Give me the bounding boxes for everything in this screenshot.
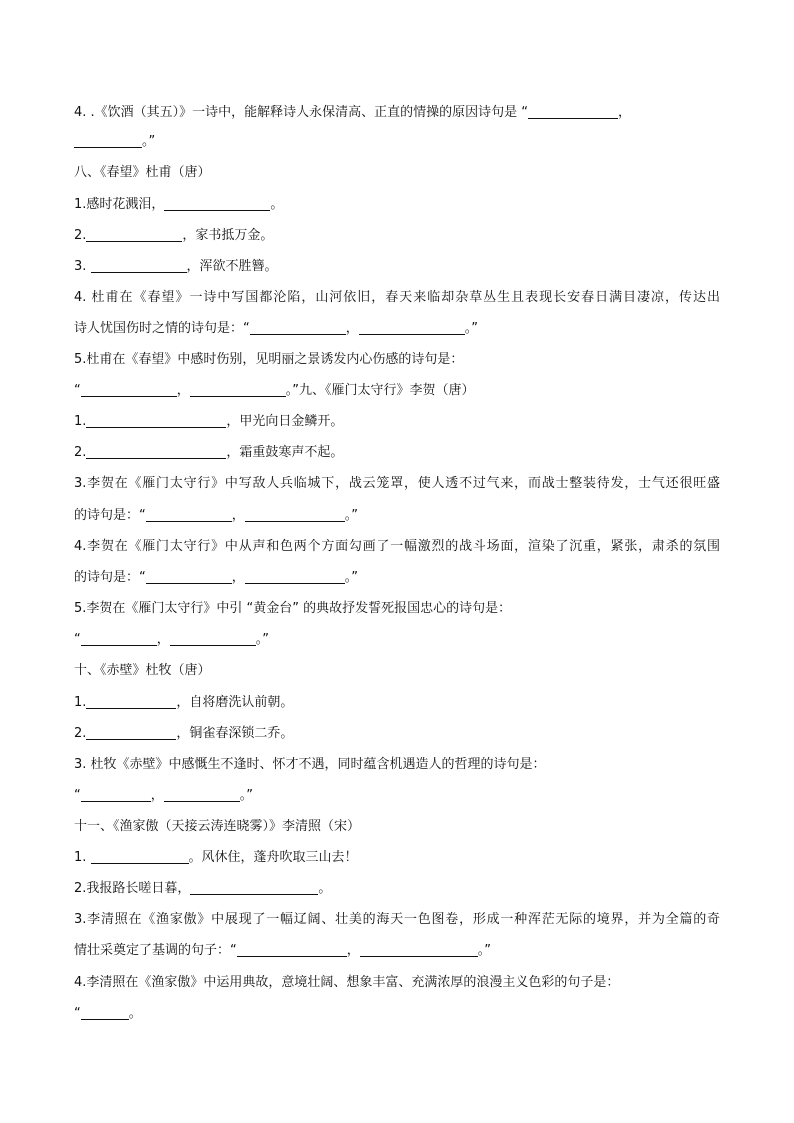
question-line [74, 630, 720, 650]
text-segment: ，浑欲不胜簪。 [186, 259, 278, 274]
fill-blank[interactable] [86, 694, 176, 709]
question-line [74, 195, 720, 215]
text-segment: ， [346, 943, 360, 958]
fill-blank[interactable] [190, 382, 286, 397]
fill-blank[interactable] [360, 942, 478, 957]
text-segment: ， [231, 570, 245, 585]
text-segment: 2. [74, 726, 87, 741]
text-segment: 3. 杜牧《赤壁》中感慨生不逢时、怀才不遇，同时蕴含机遇造人的哲理的诗句是： [74, 757, 546, 772]
fill-blank[interactable] [237, 942, 347, 957]
fill-blank[interactable] [164, 196, 270, 211]
text-segment: ， [618, 105, 632, 120]
text-segment: 。 [270, 197, 284, 212]
question-line [74, 848, 720, 868]
question-line [74, 226, 720, 246]
text-segment: 2. [74, 228, 87, 243]
text-segment: 八、《春望》杜甫（唐） [74, 165, 211, 180]
question-line [74, 786, 720, 806]
section-heading [74, 163, 720, 183]
text-segment: 2.我报路长嗟日暮， [74, 881, 191, 896]
text-segment: 十、《赤壁》杜牧（唐） [74, 663, 211, 678]
question-line [74, 103, 720, 123]
question-line [74, 724, 720, 744]
fill-blank[interactable] [86, 227, 182, 242]
text-segment: 4. 杜甫在《春望》一诗中写国都沦陷，山河依旧，春天来临却杂草丛生且表现长安春日满目凄凉，传达出 [74, 290, 720, 305]
fill-blank[interactable] [86, 725, 176, 740]
fill-blank[interactable] [91, 258, 187, 273]
fill-blank[interactable] [359, 320, 465, 335]
fill-blank[interactable] [81, 631, 157, 646]
question-line [74, 443, 720, 463]
text-segment: “ [74, 788, 81, 803]
question-line [74, 755, 720, 775]
fill-blank[interactable] [86, 444, 226, 459]
question-line [74, 568, 720, 588]
text-segment: 4.李清照在《渔家傲》中运用典故，意境壮阔、想象丰富、充满浓厚的浪漫主义色彩的句子是： [74, 975, 620, 990]
text-segment: 。风休住，蓬舟吹取三山去！ [188, 850, 358, 865]
text-segment: 1. [74, 414, 87, 429]
text-segment: “ [74, 383, 81, 398]
text-segment: ，铜雀春深锁二乔。 [176, 726, 294, 741]
text-segment: 5.李贺在《雁门太守行》中引 “黄金台” 的典故抒发誓死报国忠心的诗句是： [74, 601, 512, 616]
text-segment: 1. [74, 850, 91, 865]
text-segment: 3.李贺在《雁门太守行》中写敌人兵临城下，战云笼罩，使人透不过气来，而战士整装待发，士气还很旺盛 [74, 476, 720, 491]
question-line [74, 1004, 720, 1024]
text-segment: 。” [142, 134, 156, 149]
fill-blank[interactable] [86, 413, 226, 428]
text-segment: 。”九、《雁门太守行》李贺（唐） [285, 383, 475, 398]
question-line [74, 910, 720, 930]
text-segment: 4. .《饮酒（其五）》一诗中，能解释诗人永保清高、正直的情操的原因诗句是 “ [74, 105, 529, 120]
text-segment: ，自将磨洗认前朝。 [176, 695, 294, 710]
text-segment: 3.李清照在《渔家傲》中展现了一幅辽阔、壮美的海天一色图卷，形成一种浑茫无际的境界，并为全篇的奇 [74, 912, 720, 927]
text-segment: 。” [344, 508, 359, 523]
question-line [74, 474, 720, 494]
fill-blank[interactable] [81, 1005, 129, 1020]
question-line [74, 381, 720, 401]
text-segment: ， [231, 508, 245, 523]
question-line [74, 599, 720, 619]
text-segment: 2. [74, 445, 87, 460]
fill-blank[interactable] [245, 569, 345, 584]
question-line [74, 973, 720, 993]
text-segment: ，霜重鼓寒声不起。 [226, 445, 344, 460]
fill-blank[interactable] [164, 787, 240, 802]
text-segment: 的诗句是：“ [74, 570, 146, 585]
question-line [74, 412, 720, 432]
text-segment: 诗人忧国伤时之情的诗句是：“ [74, 321, 250, 336]
text-segment: 1. [74, 695, 87, 710]
text-segment: ， [345, 321, 359, 336]
text-segment: 的诗句是：“ [74, 508, 146, 523]
text-segment: 5.杜甫在《春望》中感时伤别，见明丽之景诱发内心伤感的诗句是： [74, 352, 464, 367]
fill-blank[interactable] [74, 133, 142, 148]
fill-blank[interactable] [146, 569, 232, 584]
question-line [74, 132, 720, 152]
text-segment: 。 [318, 881, 332, 896]
text-segment: 。” [239, 788, 254, 803]
section-heading [74, 817, 720, 837]
fill-blank[interactable] [190, 880, 318, 895]
question-line [74, 319, 720, 339]
text-segment: 1.感时花溅泪， [74, 197, 165, 212]
text-segment: ，家书抵万金。 [182, 228, 274, 243]
text-segment: ，甲光向日金鳞开。 [226, 414, 344, 429]
text-segment: 。” [464, 321, 479, 336]
question-line [74, 350, 720, 370]
fill-blank[interactable] [170, 631, 256, 646]
question-line [74, 257, 720, 277]
question-line [74, 693, 720, 713]
text-segment: 。” [344, 570, 359, 585]
text-segment: 4.李贺在《雁门太守行》中从声和色两个方面勾画了一幅激烈的战斗场面，渲染了沉重，紧张，肃杀的氛围 [74, 539, 720, 554]
text-segment: 十一、《渔家傲（天接云涛连晓雾）》李清照（宋） [74, 819, 361, 834]
text-segment: 。 [128, 1006, 142, 1021]
text-segment: “ [74, 632, 81, 647]
text-segment: “ [74, 1006, 81, 1021]
fill-blank[interactable] [146, 507, 232, 522]
fill-blank[interactable] [81, 787, 151, 802]
text-segment: 3. [74, 259, 91, 274]
text-segment: ， [176, 383, 190, 398]
fill-blank[interactable] [528, 104, 618, 119]
question-line [74, 941, 720, 961]
text-segment: 。” [477, 943, 492, 958]
section-heading [74, 661, 720, 681]
question-line [74, 537, 720, 557]
fill-blank[interactable] [91, 849, 189, 864]
text-segment: ， [150, 788, 164, 803]
fill-blank[interactable] [81, 382, 177, 397]
text-segment: 情壮采奠定了基调的句子：“ [74, 943, 237, 958]
text-segment: 。” [255, 632, 270, 647]
text-segment: ， [156, 632, 170, 647]
fill-blank[interactable] [245, 507, 345, 522]
question-line [74, 288, 720, 308]
question-line [74, 879, 720, 899]
fill-blank[interactable] [250, 320, 346, 335]
question-line [74, 506, 720, 526]
